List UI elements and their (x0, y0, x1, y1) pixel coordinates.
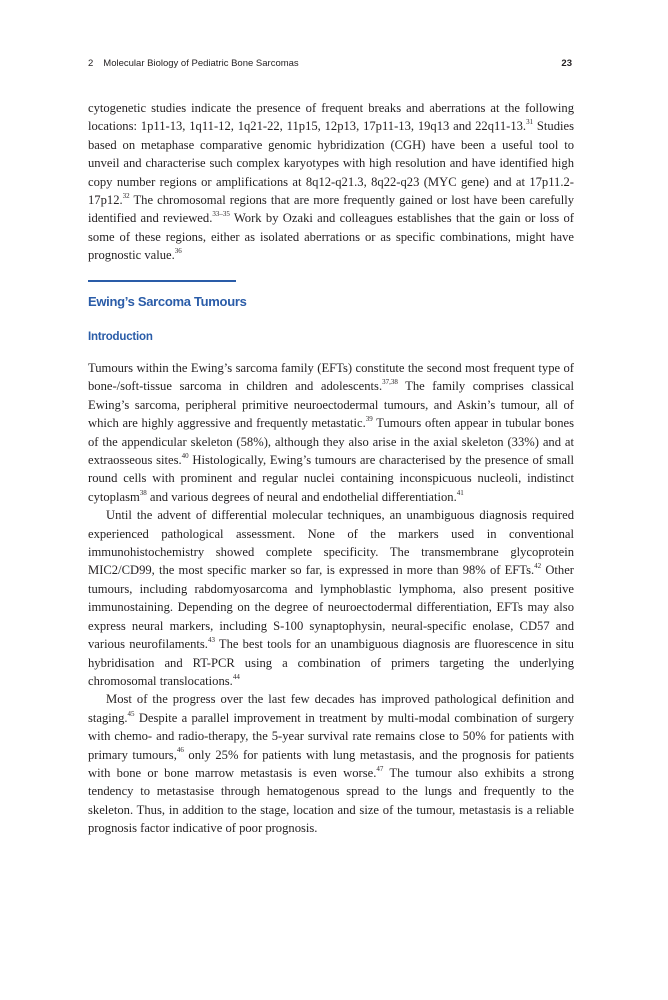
reference-citation: 32 (122, 191, 130, 200)
text-run: Histologically, Ewing’s tumours are characterised by the presence of small round cells with prominent and regular nuclei containing inconspicuous nucleoli, indistinct cytoplasm (88, 453, 575, 504)
text-run: Despite a parallel improvement in treatment by multi-modal combination of surgery with chemo- and radio-therapy, the 5-year survival rate remains close to 50% for patients with primary tumours, (88, 710, 574, 762)
reference-citation: 40 (181, 451, 189, 460)
text-run: Until the advent of differential molecular techniques, an unambiguous diagnosis required experienced pathological assessment. None of the markers used in conventional immunohistochemistry showed complete specificity. The transmembrane glycoprotein MIC2/CD99, the most specific marker so far, is expressed in more than 98% of EFTs. (88, 508, 574, 578)
text-run: The best tools for an unambiguous diagnosis are fluorescence in situ hybridisation and RT-PCR using a combination of primers targeting the underlying chromosomal translocations. (88, 637, 574, 688)
text-run: The tumour also exhibits a strong tendency to metastasise through hematogenous spread to the lungs and frequently to the skeleton. Thus, in addition to the stage, location and size of the tumour, metastasis is a reliable prognosis factor indicative of poor prognosis. (88, 765, 574, 836)
section-heading: Ewing’s Sarcoma Tumours (88, 294, 247, 309)
chapter-title: Molecular Biology of Pediatric Bone Sarcomas (103, 58, 299, 69)
intro-paragraph (88, 99, 574, 265)
reference-citation: 36 (174, 247, 182, 256)
reference-citation: 31 (526, 118, 534, 127)
paragraph-1 (88, 359, 574, 506)
text-run: Studies based on metaphase comparative genomic hybridization (CGH) have been a useful tool to unveil and characterise such complex karyotypes with high resolution and have identified high copy number regions or amplifications at 8q12-q21.3, 8q22-q23 (MYC gene) and at 17p11.2-17p12. (88, 119, 574, 208)
reference-citation: 42 (534, 562, 542, 571)
text-run: cytogenetic studies indicate the presence of frequent breaks and aberrations at the following locations: 1p11-13, 1q11-12, 1q21-22, 11p15, 12p13, 17p11-13, 19q13 and 22q11-13. (88, 101, 574, 134)
text-run: Work by Ozaki and colleagues establishes that the gain or loss of some of these regions, either as isolated aberrations or as specific combinations, might have prognostic value. (88, 211, 575, 263)
text-run: Other tumours, including rabdomyosarcoma and lymphoblastic lymphoma, also present positive immunostaining. Depending on the degree of neuroectodermal differentiation, EFTs may also express neural markers, including S-100 synaptophysin, neural-specific enolase, CD57 and various neurofilaments. (88, 563, 574, 652)
page-number: 23 (561, 58, 572, 69)
reference-citation: 47 (376, 764, 384, 773)
paragraph-2 (88, 506, 574, 690)
reference-citation: 39 (365, 415, 373, 424)
text-run: and various degrees of neural and endothelial differentiation. (146, 489, 457, 504)
main-text-block (88, 359, 574, 838)
intro-text-block (88, 99, 574, 265)
paragraph-3 (88, 690, 574, 837)
text-run: The chromosomal regions that are more frequently gained or lost have been carefully identified and reviewed. (88, 193, 574, 226)
chapter-number: 2 (88, 58, 94, 69)
text-run: only 25% for patients with lung metastasis, and the prognosis for patients with bone or bone marrow metastasis is even worse. (88, 747, 574, 780)
reference-citation: 33–35 (212, 210, 230, 219)
running-header (88, 58, 572, 69)
reference-citation: 45 (127, 709, 135, 718)
running-header-left (88, 58, 572, 69)
reference-citation: 44 (232, 672, 240, 681)
reference-citation: 41 (456, 488, 464, 497)
text-run: Most of the progress over the last few decades has improved pathological definition and staging. (88, 692, 574, 725)
text-run: Tumours within the Ewing’s sarcoma family (EFTs) constitute the second most frequent type of bone-/soft-tissue sarcoma in children and adolescents. (88, 361, 574, 394)
text-run: The family comprises classical Ewing’s sarcoma, peripheral primitive neuroectodermal tumours, and Askin’s tumour, all of which are highly aggressive and frequently metastatic. (88, 379, 574, 431)
reference-citation: 37,38 (382, 378, 398, 387)
reference-citation: 46 (176, 746, 184, 755)
subsection-heading: Introduction (88, 331, 153, 343)
section-rule (88, 280, 236, 282)
text-run: Tumours often appear in tubular bones of the appendicular skeleton (58%), although they also arise in the axial skeleton (33%) and at extraosseous sites. (88, 416, 574, 468)
reference-citation: 43 (207, 635, 215, 644)
reference-citation: 38 (139, 488, 147, 497)
